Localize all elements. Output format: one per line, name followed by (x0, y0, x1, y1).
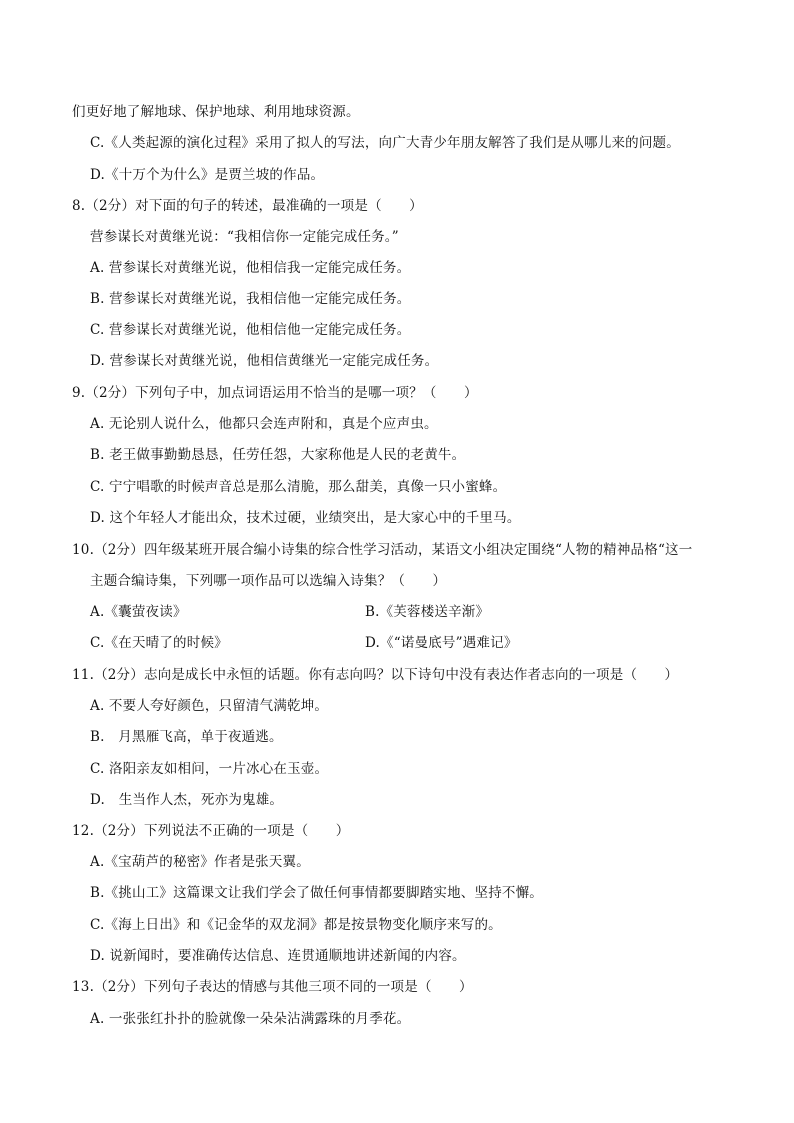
question-10-option-b: B.《芙蓉楼送辛渐》 (365, 604, 490, 620)
question-11-option-d: D. 生当作人杰，死亦为鬼雄。 (90, 792, 284, 808)
text-line: 们更好地了解地球、保护地球、利用地球资源。 (72, 104, 360, 120)
question-13: 13.（2分）下列句子表达的情感与其他三项不同的一项是（ ） (72, 979, 473, 995)
question-12-option-a: A.《宝葫芦的秘密》作者是张天翼。 (90, 854, 310, 870)
question-8: 8.（2分）对下面的句子的转述，最准确的一项是（ ） (72, 198, 423, 214)
question-11: 11.（2分）志向是成长中永恒的话题。你有志向吗？以下诗句中没有表达作者志向的一项是（ ） (72, 667, 679, 683)
question-9: 9.（2分）下列句子中，加点词语运用不恰当的是哪一项？（ ） (72, 385, 478, 401)
question-9-option-c: C. 宁宁唱歌的时候声音总是那么清脆，那么甜美，真像一只小蜜蜂。 (90, 479, 507, 495)
question-13-option-a: A. 一张张红扑扑的脸就像一朵朵沾满露珠的月季花。 (90, 1011, 411, 1027)
option-c: C.《人类起源的演化过程》采用了拟人的写法，向广大青少年朋友解答了我们是从哪儿来的问题。 (90, 135, 680, 151)
question-9-option-d: D. 这个年轻人才能出众，技术过硬，业绩突出，是大家心中的千里马。 (90, 510, 521, 526)
question-8-option-d: D. 营参谋长对黄继光说，他相信黄继光一定能完成任务。 (90, 353, 439, 369)
question-10-option-d: D.《“诺曼底号”遇难记》 (365, 635, 518, 651)
question-12: 12.（2分）下列说法不正确的一项是（ ） (72, 823, 350, 839)
question-12-option-d: D. 说新闻时，要准确传达信息、连贯通顺地讲述新闻的内容。 (90, 948, 466, 964)
question-8-option-a: A. 营参谋长对黄继光说，他相信我一定能完成任务。 (90, 260, 411, 276)
question-10-option-c: C.《在天晴了的时候》 (90, 635, 228, 651)
option-d: D.《十万个为什么》是贾兰坡的作品。 (90, 167, 325, 183)
question-11-option-b: B. 月黑雁飞高，单于夜遁逃。 (90, 729, 283, 745)
question-10-continuation: 主题合编诗集，下列哪一项作品可以选编入诗集？（ ） (90, 573, 447, 589)
question-9-option-a: A. 无论别人说什么，他都只会连声附和，真是个应声虫。 (90, 416, 438, 432)
question-10: 10.（2分）四年级某班开展合编小诗集的综合性学习活动，某语文小组决定围绕“人物的精神品格“这一 (72, 542, 693, 558)
question-9-option-b: B. 老王做事勤勤恳恳，任劳任怨，大家称他是人民的老黄牛。 (90, 447, 466, 463)
question-8-option-b: B. 营参谋长对黄继光说，我相信他一定能完成任务。 (90, 291, 411, 307)
question-8-option-c: C. 营参谋长对黄继光说，他相信他一定能完成任务。 (90, 322, 411, 338)
question-10-option-a: A.《囊萤夜读》 (90, 604, 187, 620)
question-8-quote: 营参谋长对黄继光说：“我相信你一定能完成任务。” (90, 229, 399, 245)
question-11-option-a: A. 不要人夸好颜色，只留清气满乾坤。 (90, 698, 329, 714)
question-12-option-b: B.《挑山工》这篇课文让我们学会了做任何事情都要脚踏实地、坚持不懈。 (90, 885, 544, 901)
question-11-option-c: C. 洛阳亲友如相问，一片冰心在玉壶。 (90, 761, 329, 777)
question-12-option-c: C.《海上日出》和《记金华的双龙洞》都是按景物变化顺序来写的。 (90, 917, 502, 933)
